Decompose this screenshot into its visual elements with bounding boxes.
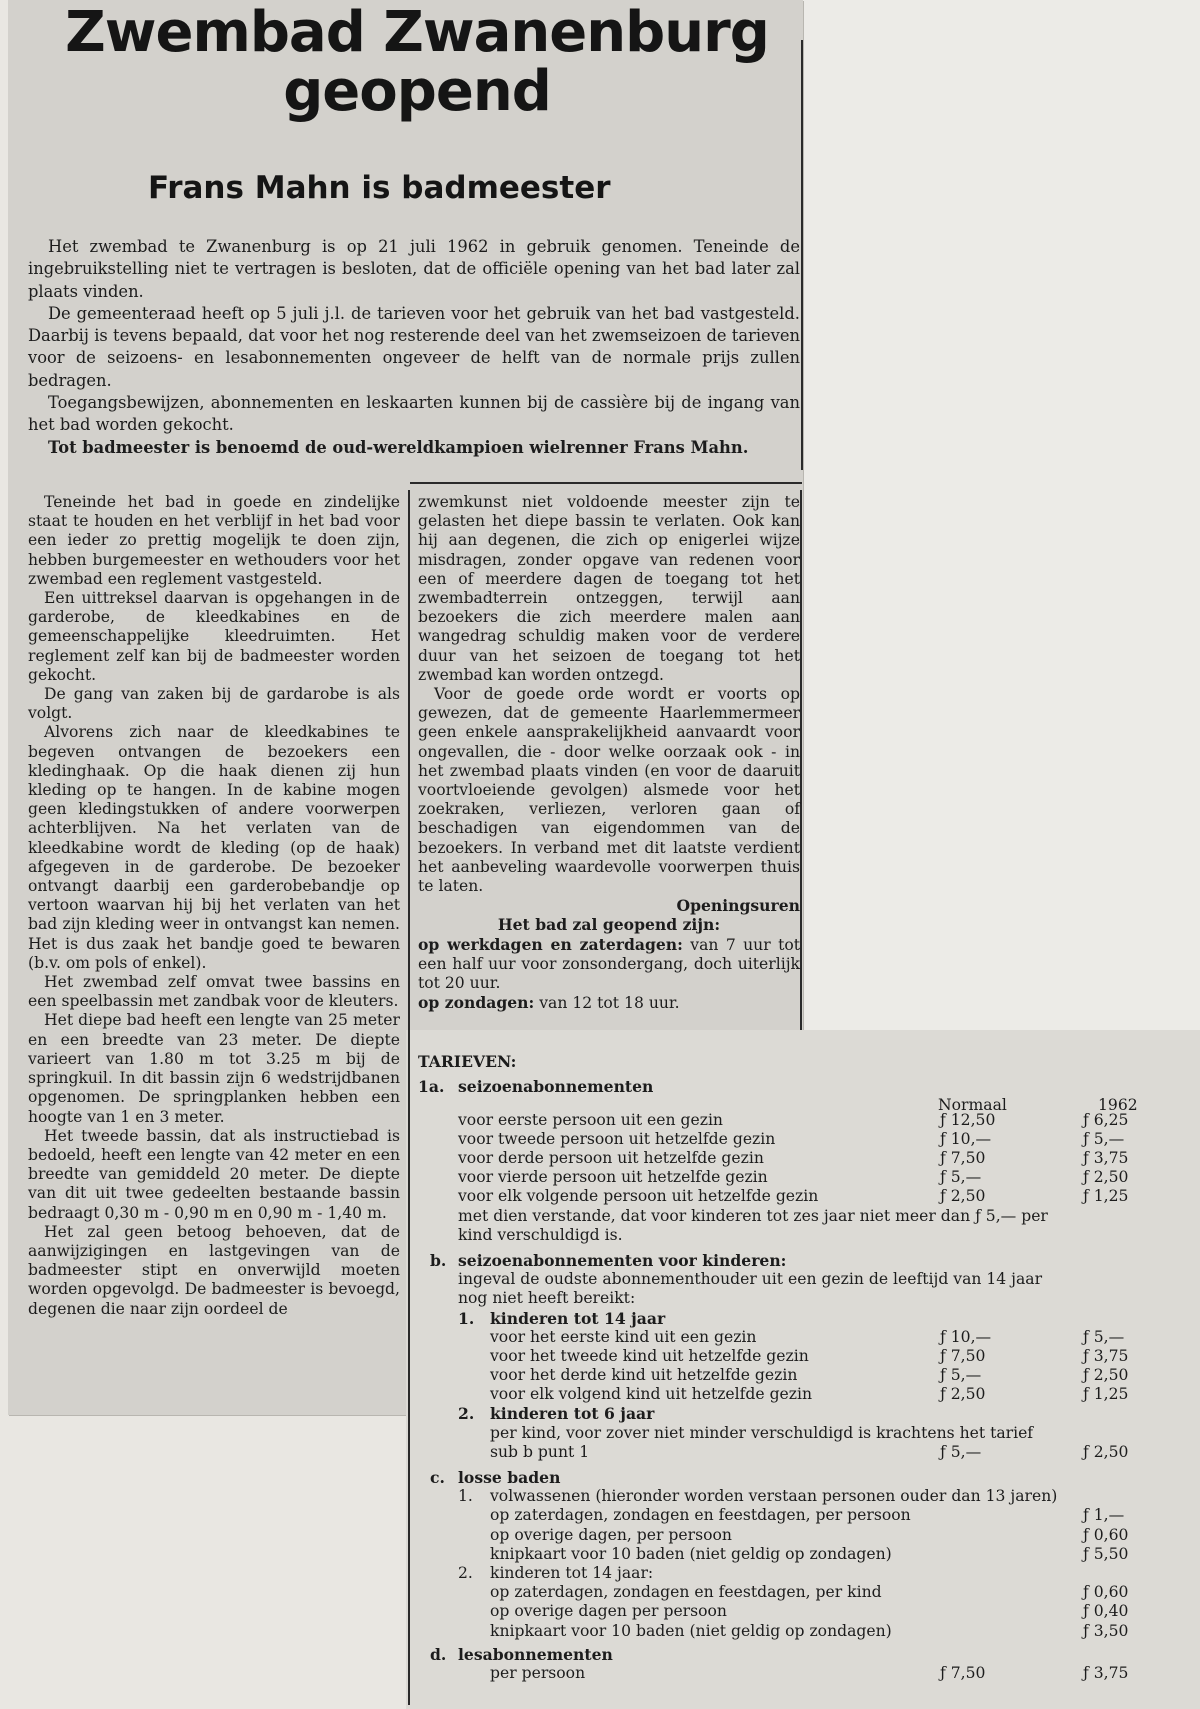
tariff-row (418, 1602, 1200, 1621)
tariff-desc: sub b punt 1 (490, 1442, 590, 1461)
tariff-row (418, 1111, 1200, 1130)
body-paragraph: Het zal geen betoog behoeven, dat de aanwijzigingen en lastgevingen van de badmeester stipt en onverwijld moeten worden opgevolgd. De badmeester is bevoegd, degenen die naar zijn oordeel de (28, 1222, 400, 1318)
section-label: 1a. (418, 1077, 445, 1097)
section-a-note-line-2: kind verschuldigd is. (458, 1225, 623, 1244)
tariff-normaal: ƒ 5,— (940, 1168, 982, 1187)
tariff-1962: ƒ 5,— (1083, 1129, 1125, 1148)
intro-paragraph: Tot badmeester is benoemd de oud-wereldkampioen wielrenner Frans Mahn. (48, 437, 749, 457)
tariff-1962: ƒ 3,75 (1083, 1663, 1129, 1682)
tariff-1962: ƒ 2,50 (1083, 1168, 1129, 1187)
intro-paragraph: De gemeenteraad heeft op 5 juli j.l. de tarieven voor het gebruik van het bad vastgesteld. Daarbij is tevens bepaald, dat voor het nog resterende deel van het zwemseizoen de tarieven voor de seizoens- en lesabonnementen ongeveer de helft van de normale prijs zullen bedragen. (28, 303, 800, 390)
tariff-desc: op overige dagen per persoon (490, 1602, 727, 1621)
tariff-row (418, 1168, 1200, 1187)
sub-label: 2. (458, 1404, 475, 1424)
tariff-desc: voor derde persoon uit hetzelfde gezin (458, 1148, 764, 1167)
section-c-sub2-heading (418, 1564, 1200, 1583)
article-intro (28, 236, 800, 459)
tariff-desc: op overige dagen, per persoon (490, 1525, 732, 1544)
intro-bottom-rule (410, 482, 802, 484)
section-c-sub1-heading (418, 1487, 1200, 1506)
column-header-normaal: Normaal (938, 1096, 1007, 1115)
tariff-desc: op zaterdagen, zondagen en feestdagen, per persoon (490, 1506, 911, 1525)
section-b-intro-line-1: ingeval de oudste abonnementhouder uit een gezin de leeftijd van 14 jaar (458, 1270, 1043, 1289)
tariff-normaal: ƒ 10,— (940, 1129, 992, 1148)
tariff-1962: ƒ 1,25 (1083, 1187, 1129, 1206)
tariff-row (418, 1583, 1200, 1602)
column-header-1962: 1962 (1098, 1096, 1138, 1115)
section-b-heading (418, 1251, 1200, 1270)
body-paragraph: zwemkunst niet voldoende meester zijn te gelasten het diepe bassin te verlaten. Ook kan hij aan degenen, die zich op enigerlei wijze misdragen, zonder opgave van redenen voor een of meerdere dagen de toegang tot het zwembadterrein ontzeggen, terwijl aan bezoekers die zich meerdere malen aan wangedrag schuldig maken voor de verdere duur van het seizoen de toegang tot het zwembad kan worden ontzegd. (418, 493, 800, 684)
column-divider-middle (408, 490, 410, 1705)
tariff-desc: voor vierde persoon uit hetzelfde gezin (458, 1168, 768, 1187)
body-paragraph: De gang van zaken bij de gardarobe is als volgt. (28, 685, 400, 723)
tariff-row (418, 1664, 1200, 1683)
body-paragraph: Teneinde het bad in goede en zindelijke staat te houden en het verblijf in het bad voor een ieder zo prettig mogelijk te doen zijn, hebben burgemeester en wethouders voor het zwembad een reglement vastgesteld. (28, 493, 400, 588)
section-title: lesabonnementen (458, 1644, 613, 1664)
intro-paragraph: Het zwembad te Zwanenburg is op 21 juli 1962 in gebruik genomen. Teneinde de ingebruikstelling niet te vertragen is besloten, dat de officiële opening van het bad later zal plaats vinden. (28, 237, 800, 301)
tariff-1962: ƒ 3,75 (1083, 1148, 1129, 1167)
weekdays-text: van 7 uur tot een half uur voor zonsondergang, doch uiterlijk tot 20 uur. (418, 935, 800, 993)
section-c-heading (418, 1468, 1200, 1487)
tariff-desc: voor eerste persoon uit een gezin (458, 1110, 723, 1129)
headline-line-2: geopend (283, 58, 551, 124)
tariff-row (418, 1130, 1200, 1149)
tariff-1962: ƒ 5,— (1083, 1327, 1125, 1346)
tariff-normaal: ƒ 5,— (940, 1442, 982, 1461)
tariff-normaal: ƒ 2,50 (940, 1187, 986, 1206)
tariff-normaal: ƒ 5,— (940, 1366, 982, 1385)
tariff-normaal: ƒ 10,— (940, 1327, 992, 1346)
tariff-desc: voor het eerste kind uit een gezin (490, 1327, 757, 1346)
section-title: seizoenabonnementen voor kinderen: (458, 1250, 787, 1270)
tariff-row (418, 1622, 1200, 1641)
tariff-row (418, 1526, 1200, 1545)
subheadline: Frans Mahn is badmeester (148, 170, 611, 206)
sub-title: kinderen tot 14 jaar: (490, 1563, 654, 1582)
section-a-heading (418, 1077, 1200, 1096)
section-label: c. (430, 1468, 445, 1488)
tariff-desc: per persoon (490, 1663, 586, 1682)
section-b-sub2-heading (418, 1404, 1200, 1423)
tariff-row (418, 1545, 1200, 1564)
section-title: losse baden (458, 1468, 561, 1488)
tariff-row (418, 1347, 1200, 1366)
section-b-intro-line-2: nog niet heeft bereikt: (458, 1289, 636, 1308)
column-divider-right (800, 490, 802, 1030)
section-label: d. (430, 1644, 447, 1664)
headline (22, 0, 812, 124)
sub-title: kinderen tot 14 jaar (490, 1308, 666, 1328)
headline-line-1: Zwembad Zwanenburg (65, 0, 769, 65)
tariff-1962: ƒ 1,25 (1083, 1385, 1129, 1404)
opening-hours-heading: Openingsuren (676, 896, 800, 916)
opening-weekdays (418, 935, 800, 994)
tariff-desc: voor het tweede kind uit hetzelfde gezin (490, 1346, 809, 1365)
tariff-section (418, 1052, 1200, 1683)
tariff-1962: ƒ 3,75 (1083, 1346, 1129, 1365)
sundays-label: op zondagen: (418, 993, 535, 1013)
section-b-sub1-heading (418, 1309, 1200, 1328)
sub-label: 2. (458, 1563, 473, 1582)
tariff-row (418, 1506, 1200, 1525)
sub-label: 1. (458, 1487, 473, 1506)
tariff-price: ƒ 0,60 (1083, 1525, 1129, 1544)
section-d-heading (418, 1645, 1200, 1664)
body-paragraph: Het tweede bassin, dat als instructiebad is bedoeld, heeft een lengte van 42 meter en een breedte van gemiddeld 20 meter. De diepte van dit uit twee gedeelten bestaande bassin bedraagt 0,30 m - 0,90 m en 0,90 m - 1,40 m. (28, 1126, 400, 1222)
tariff-row (418, 1366, 1200, 1385)
body-paragraph: Het zwembad zelf omvat twee bassins en een speelbassin met zandbak voor de kleuters. (28, 973, 400, 1011)
body-paragraph: Voor de goede orde wordt er voorts op gewezen, dat de gemeente Haarlemmermeer geen enkele aansprakelijkheid aanvaardt voor ongevallen, die - door welke oorzaak ook - in het zwembad plaats vinden (en voor de daaruit voortvloeiende gevolgen) alsmede voor het zoekraken, verliezen, verloren gaan of beschadigen van eigendommen van de bezoekers. In verband met dit laatste verdient het aanbeveling waardevolle voorwerpen thuis te laten. (418, 685, 800, 896)
tariff-normaal: ƒ 12,50 (940, 1110, 996, 1129)
tariff-1962: ƒ 6,25 (1083, 1110, 1129, 1129)
tariff-row (418, 1443, 1200, 1462)
tariff-normaal: ƒ 7,50 (940, 1148, 986, 1167)
body-paragraph: Alvorens zich naar de kleedkabines te begeven ontvangen de bezoekers een kledinghaak. Op die haak dienen zij hun kleding op te hangen. In de kabine mogen geen kledingstukken of andere voorwerpen achterblijven. Na het verlaten van de kleedkabine wordt de kleding (op de haak) afgegeven in de garderobe. De bezoeker ontvangt daarbij een garderobebandje op vertoon waarvan hij bij het verlaten van het bad zijn kleding weer in ontvangst kan nemen. Het is dus zaak het bandje goed te bewaren (b.v. om pols of enkel). (28, 723, 400, 972)
tariff-price: ƒ 5,50 (1083, 1544, 1129, 1563)
article-column-1 (28, 493, 400, 1319)
tariff-price: ƒ 0,60 (1083, 1583, 1129, 1602)
intro-paragraph: Toegangsbewijzen, abonnementen en leskaarten kunnen bij de cassière bij de ingang van het bad worden gekocht. (28, 393, 800, 435)
tariff-price: ƒ 1,— (1083, 1506, 1125, 1525)
body-paragraph: Het diepe bad heeft een lengte van 25 meter en een breedte van 23 meter. De diepte varieert van 1.80 m tot 3.25 m bij de springkuil. In dit bassin zijn 6 wedstrijdbanen opgenomen. De springplanken hebben een hoogte van 1 en 3 meter. (28, 1011, 400, 1126)
tariff-price: ƒ 0,40 (1083, 1602, 1129, 1621)
tariff-normaal: ƒ 7,50 (940, 1663, 986, 1682)
tariff-title: TARIEVEN: (418, 1052, 517, 1071)
sub-label: 1. (458, 1308, 475, 1328)
opening-hours-subheading: Het bad zal geopend zijn: (497, 915, 721, 935)
body-paragraph: Een uittreksel daarvan is opgehangen in de garderobe, de kleedkabines en de gemeenschappelijke kleedruimten. Het reglement zelf kan bij de badmeester worden gekocht. (28, 589, 400, 684)
tariff-row (418, 1187, 1200, 1206)
tariff-desc: voor tweede persoon uit hetzelfde gezin (458, 1129, 776, 1148)
opening-sundays (418, 993, 800, 1013)
tariff-1962: ƒ 2,50 (1083, 1366, 1129, 1385)
tariff-row (418, 1385, 1200, 1404)
tariff-normaal: ƒ 7,50 (940, 1346, 986, 1365)
section-b-sub2-line-1: per kind, voor zover niet minder verschuldigd is krachtens het tarief (490, 1423, 1034, 1442)
sundays-text: van 12 tot 18 uur. (539, 994, 680, 1013)
tariff-row (418, 1328, 1200, 1347)
tariff-desc: knipkaart voor 10 baden (niet geldig op zondagen) (490, 1544, 892, 1563)
weekdays-label: op werkdagen en zaterdagen: (418, 934, 683, 954)
tariff-desc: voor het derde kind uit hetzelfde gezin (490, 1366, 798, 1385)
sub-title: kinderen tot 6 jaar (490, 1404, 655, 1424)
tariff-desc: op zaterdagen, zondagen en feestdagen, per kind (490, 1583, 882, 1602)
tariff-1962: ƒ 2,50 (1083, 1442, 1129, 1461)
tariff-desc: knipkaart voor 10 baden (niet geldig op zondagen) (490, 1621, 892, 1640)
article-column-2 (418, 493, 800, 1013)
tariff-row (418, 1149, 1200, 1168)
tariff-normaal: ƒ 2,50 (940, 1385, 986, 1404)
section-label: b. (430, 1250, 447, 1270)
section-a-note-line-1: met dien verstande, dat voor kinderen tot zes jaar niet meer dan ƒ 5,— per (458, 1206, 1048, 1225)
section-title: seizoenabonnementen (458, 1077, 654, 1097)
tariff-desc: voor elk volgend kind uit hetzelfde gezin (490, 1385, 813, 1404)
tariff-price: ƒ 3,50 (1083, 1621, 1129, 1640)
sub-title: volwassenen (hieronder worden verstaan personen ouder dan 13 jaren) (490, 1487, 1058, 1506)
tariff-desc: voor elk volgende persoon uit hetzelfde gezin (458, 1187, 819, 1206)
